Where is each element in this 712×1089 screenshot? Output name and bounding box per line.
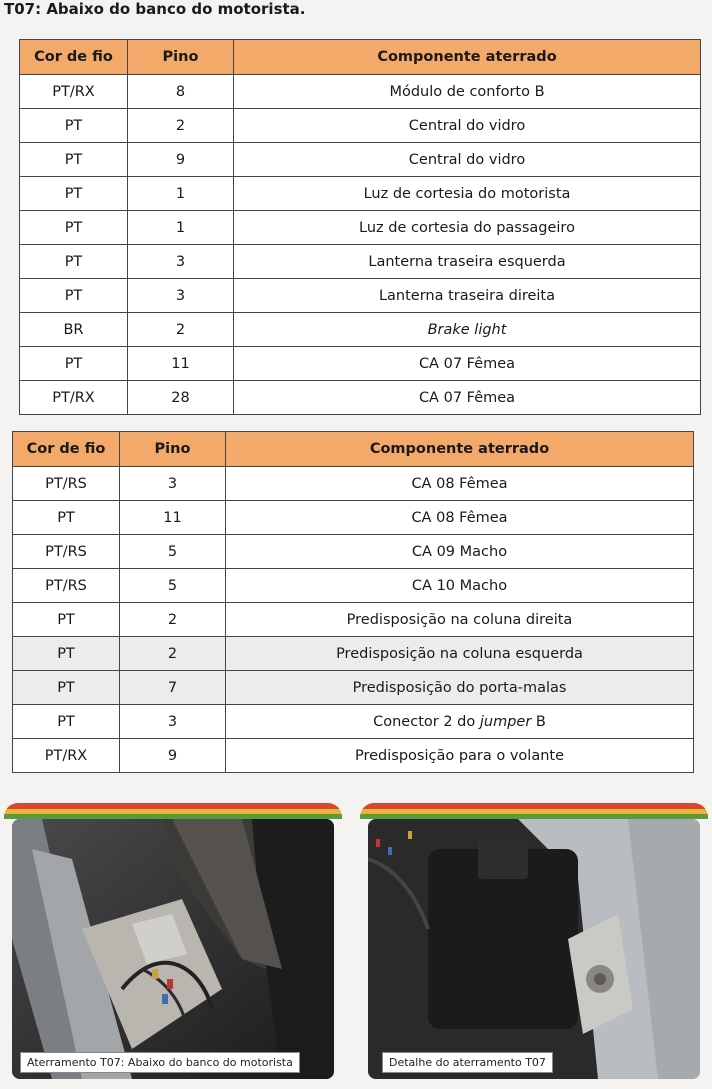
cell-wire-color: PT — [20, 177, 128, 211]
cell-wire-color: PT — [13, 705, 120, 739]
header-component: Componente aterrado — [226, 432, 694, 467]
cell-wire-color: PT — [13, 603, 120, 637]
table-row — [13, 637, 694, 671]
cell-wire-color: PT — [13, 501, 120, 535]
table-header-row — [13, 432, 694, 467]
cell-pin: 2 — [120, 637, 226, 671]
cell-component: Luz de cortesia do passageiro — [234, 211, 701, 245]
cell-pin: 5 — [120, 535, 226, 569]
cell-pin: 1 — [128, 211, 234, 245]
photo-ground-under-seat — [4, 803, 342, 1085]
cell-pin: 9 — [128, 143, 234, 177]
cell-component: CA 08 Fêmea — [226, 467, 694, 501]
cell-component: Predisposição na coluna direita — [226, 603, 694, 637]
header-pin: Pino — [128, 40, 234, 75]
ground-table-1 — [19, 39, 701, 415]
table-row — [13, 569, 694, 603]
cell-pin: 3 — [120, 705, 226, 739]
cell-wire-color: PT/RS — [13, 535, 120, 569]
cell-pin: 3 — [120, 467, 226, 501]
cell-wire-color: PT/RS — [13, 569, 120, 603]
page-heading: T07: Abaixo do banco do motorista. — [4, 0, 306, 18]
cell-pin: 11 — [120, 501, 226, 535]
table-row — [13, 603, 694, 637]
cell-component: Brake light — [234, 313, 701, 347]
cell-wire-color: PT/RX — [13, 739, 120, 773]
cell-pin: 28 — [128, 381, 234, 415]
table-header-row — [20, 40, 701, 75]
table-row — [20, 347, 701, 381]
cell-component: CA 10 Macho — [226, 569, 694, 603]
photo-ground-detail — [360, 803, 708, 1085]
cell-pin: 11 — [128, 347, 234, 381]
cell-wire-color: PT — [20, 143, 128, 177]
header-pin: Pino — [120, 432, 226, 467]
table-row — [20, 313, 701, 347]
cell-pin: 3 — [128, 245, 234, 279]
cell-component: Lanterna traseira direita — [234, 279, 701, 313]
header-component: Componente aterrado — [234, 40, 701, 75]
cell-component: Predisposição do porta-malas — [226, 671, 694, 705]
cell-wire-color: PT — [20, 347, 128, 381]
component-text: Conector 2 do — [373, 713, 480, 730]
cell-component: CA 07 Fêmea — [234, 381, 701, 415]
photo-image — [12, 819, 334, 1079]
cell-pin: 2 — [128, 313, 234, 347]
cell-pin: 1 — [128, 177, 234, 211]
cell-component: CA 08 Fêmea — [226, 501, 694, 535]
component-text-italic: jumper — [479, 713, 532, 730]
cell-component: Predisposição para o volante — [226, 739, 694, 773]
photo-caption: Aterramento T07: Abaixo do banco do motorista — [20, 1052, 300, 1073]
cell-component: Central do vidro — [234, 143, 701, 177]
cell-component: Lanterna traseira esquerda — [234, 245, 701, 279]
table-row — [20, 211, 701, 245]
cell-component: Luz de cortesia do motorista — [234, 177, 701, 211]
cell-pin: 8 — [128, 75, 234, 109]
table-row — [20, 279, 701, 313]
seat-area-photo-illustration — [12, 819, 334, 1079]
table-row — [20, 177, 701, 211]
photo-image — [368, 819, 700, 1079]
cell-pin: 9 — [120, 739, 226, 773]
table-row — [13, 671, 694, 705]
header-wire-color: Cor de fio — [20, 40, 128, 75]
cell-wire-color: PT — [20, 211, 128, 245]
cell-pin: 3 — [128, 279, 234, 313]
cell-wire-color: PT — [13, 637, 120, 671]
table-row — [20, 143, 701, 177]
cell-component: Módulo de conforto B — [234, 75, 701, 109]
table-row — [20, 109, 701, 143]
table-row — [13, 467, 694, 501]
header-wire-color: Cor de fio — [13, 432, 120, 467]
photo-caption: Detalhe do aterramento T07 — [382, 1052, 553, 1073]
cell-component: Predisposição na coluna esquerda — [226, 637, 694, 671]
cell-wire-color: PT/RS — [13, 467, 120, 501]
table-row — [13, 535, 694, 569]
table-row — [20, 381, 701, 415]
table-row — [20, 75, 701, 109]
cell-wire-color: BR — [20, 313, 128, 347]
ground-detail-photo-illustration — [368, 819, 700, 1079]
cell-wire-color: PT — [13, 671, 120, 705]
cell-pin: 7 — [120, 671, 226, 705]
cell-pin: 5 — [120, 569, 226, 603]
table-row — [13, 705, 694, 739]
cell-component: Central do vidro — [234, 109, 701, 143]
table-row — [20, 245, 701, 279]
ground-table-2 — [12, 431, 694, 773]
cell-component — [226, 705, 694, 739]
table-row — [13, 501, 694, 535]
cell-wire-color: PT — [20, 109, 128, 143]
cell-pin: 2 — [128, 109, 234, 143]
cell-pin: 2 — [120, 603, 226, 637]
cell-wire-color: PT — [20, 279, 128, 313]
cell-wire-color: PT — [20, 245, 128, 279]
cell-wire-color: PT/RX — [20, 381, 128, 415]
cell-wire-color: PT/RX — [20, 75, 128, 109]
table-row — [13, 739, 694, 773]
cell-component: CA 07 Fêmea — [234, 347, 701, 381]
cell-component: CA 09 Macho — [226, 535, 694, 569]
component-text: B — [531, 713, 546, 730]
